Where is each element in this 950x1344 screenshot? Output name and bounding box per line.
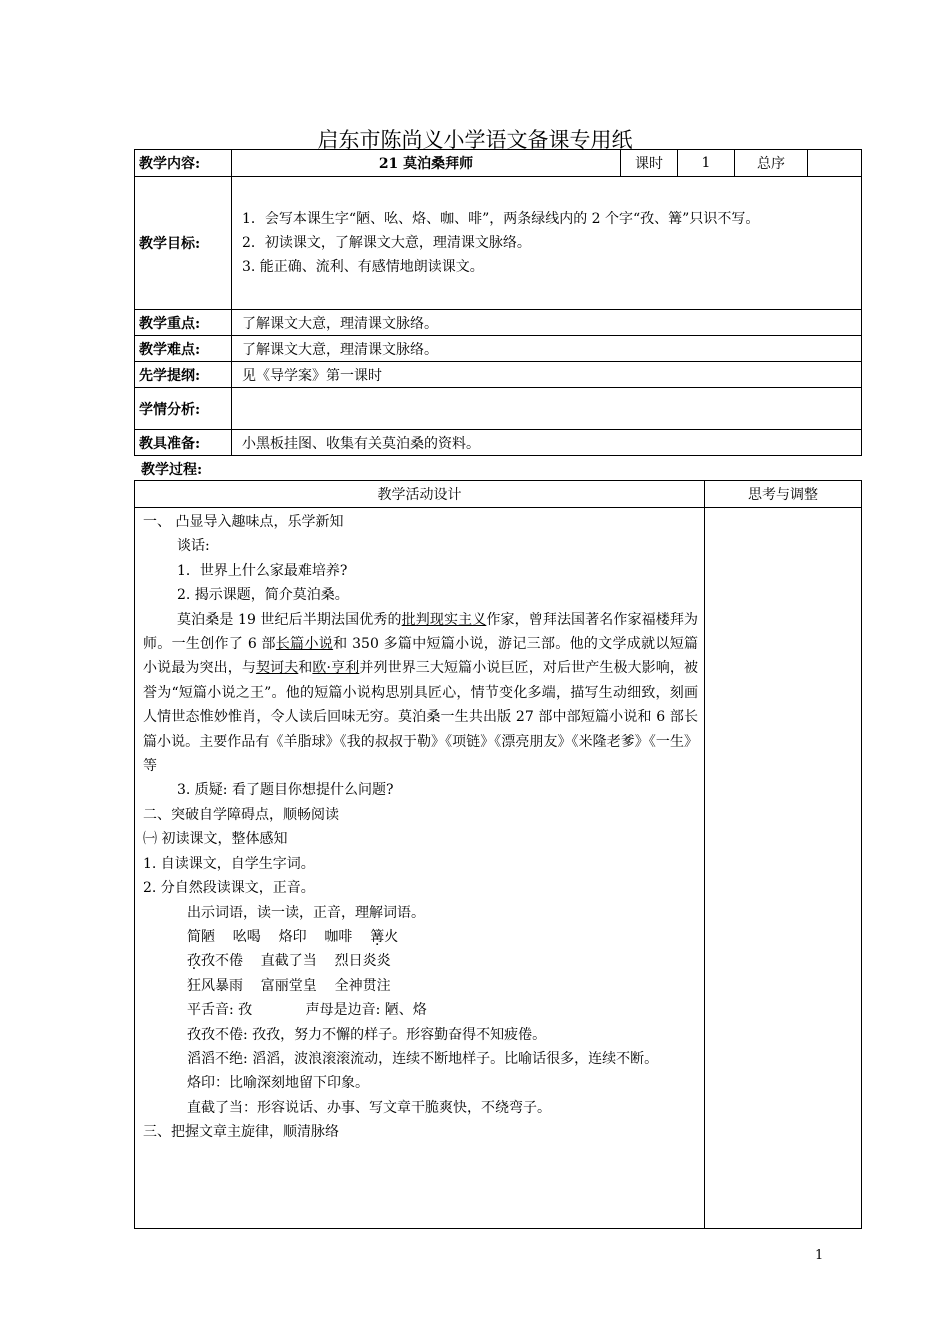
text-line: 烙印：比喻深刻地留下印象。 [187, 1075, 369, 1092]
key-value: 了解课文大意，理清课文脉络。 [232, 310, 862, 336]
text-line: 谈话: [177, 538, 210, 555]
text-span: 和 [298, 660, 313, 677]
activity-design-header: 教学活动设计 [135, 481, 705, 508]
content-label: 教学内容: [135, 150, 232, 177]
key-label: 教学重点: [135, 310, 232, 336]
page-number: 1 [815, 1248, 824, 1263]
text-line: 滔滔不绝: 滔滔，波浪滚滚流动，连续不断地样子。比喻话很多，连续不断。 [187, 1050, 659, 1067]
tools-label: 教具准备: [135, 430, 232, 456]
preview-label: 先学提纲: [135, 362, 232, 388]
order-value [808, 150, 862, 177]
activity-design-cell [135, 508, 705, 1229]
section-heading: 二、突破自学障碍点，顺畅阅读 [143, 806, 339, 823]
text-line: 直截了当：形容说话、办事、写文章干脆爽快，不绕弯子。 [187, 1099, 551, 1116]
goal-item: 3. 能正确、流利、有感情地朗读课文。 [242, 259, 484, 275]
section-heading: 一、 凸显导入趣味点，乐学新知 [143, 514, 344, 530]
lesson-info-table [134, 149, 862, 456]
activity-table [134, 480, 862, 1229]
word-row [143, 925, 698, 949]
period-label: 课时 [621, 150, 678, 177]
text-line: 出示词语，读一读，正音，理解词语。 [187, 904, 425, 921]
goal-item: 1．会写本课生字“陋、吆、烙、咖、啡”，两条绿线内的 2 个字“孜、篝”只识不写。 [242, 211, 760, 227]
lesson-title: 21 莫泊桑拜师 [232, 150, 621, 177]
text-line: 2. 分自然段读课文，正音。 [143, 880, 315, 897]
link-text: 长篇小说 [275, 636, 334, 653]
subsection-heading: ㈠ 初读课文，整体感知 [143, 831, 288, 848]
section-heading: 三、把握文章主旋律，顺清脉络 [143, 1124, 339, 1141]
text-span: 和 350 多篇中短篇小说，游记三部。他的文学成就以短篇小说最为突出，与 [143, 636, 699, 677]
dotted-char: 孜 [187, 953, 201, 970]
order-label: 总序 [735, 150, 808, 177]
period-value: 1 [678, 150, 735, 177]
text-line: 孜孜不倦: 孜孜，努力不懈的样子。形容勤奋得不知疲倦。 [187, 1026, 547, 1043]
text-span: 作家，曾拜法国著名作家福楼拜为师。一生创作了 6 部 [143, 611, 699, 653]
difficulty-label: 教学难点: [135, 336, 232, 362]
text-line: 1．世界上什么家最难培养? [177, 562, 348, 579]
text-span: 简陋 吆喝 烙印 咖啡 [187, 928, 371, 945]
analysis-value [232, 388, 862, 430]
goal-item: 2．初读课文，了解课文大意，理清课文脉络。 [242, 235, 531, 251]
preview-value: 见《导学案》第一课时 [232, 362, 862, 388]
link-text: 欧·亨利 [312, 660, 360, 677]
word-row [143, 949, 698, 973]
word-row: 狂风暴雨 富丽堂皇 全神贯注 [187, 977, 391, 994]
goals-label: 教学目标: [135, 177, 232, 310]
difficulty-value: 了解课文大意，理清课文脉络。 [232, 336, 862, 362]
link-text: 批判现实主义 [401, 611, 487, 628]
text-line: 3. 质疑: 看了题目你想提什么问题? [177, 782, 394, 799]
goals-list [232, 177, 862, 310]
reflection-header: 思考与调整 [705, 481, 862, 508]
text-line: 平舌音: 孜 声母是边音: 陋、烙 [187, 1002, 427, 1019]
text-line: 2. 揭示课题，简介莫泊桑。 [177, 587, 349, 604]
text-span: 孜不倦 直截了当 烈日炎炎 [201, 953, 391, 970]
analysis-label: 学情分析: [135, 388, 232, 430]
text-line: 1. 自读课文，自学生字词。 [143, 855, 315, 872]
tools-value: 小黑板挂图、收集有关莫泊桑的资料。 [232, 430, 862, 456]
reflection-cell [705, 508, 862, 1229]
process-label: 教学过程: [141, 462, 203, 478]
link-text: 契诃夫 [255, 660, 299, 677]
intro-paragraph [143, 608, 698, 779]
page-title: 启东市陈尚义小学语文备课专用纸 [317, 128, 633, 152]
text-span: 并列世界三大短篇小说巨匠，对后世产生极大影响，被誉为“短篇小说之王”。他的短篇小说构思别具匠心，情节变化多端，描写生动细致，刻画人情世态惟妙惟肖，令人读后回味无穷。莫泊桑一生共出版 27 部中部短篇小说和 6 部长篇小说。主要作品有《羊脂球》《我的叔叔于勒》《项链》《漂亮朋友》《米隆老爹》《一生》等 [143, 660, 699, 775]
dotted-char: 篝 [370, 928, 385, 945]
text-span: 火 [384, 928, 399, 945]
text-span: 莫泊桑是 19 世纪后半期法国优秀的 [177, 611, 402, 628]
